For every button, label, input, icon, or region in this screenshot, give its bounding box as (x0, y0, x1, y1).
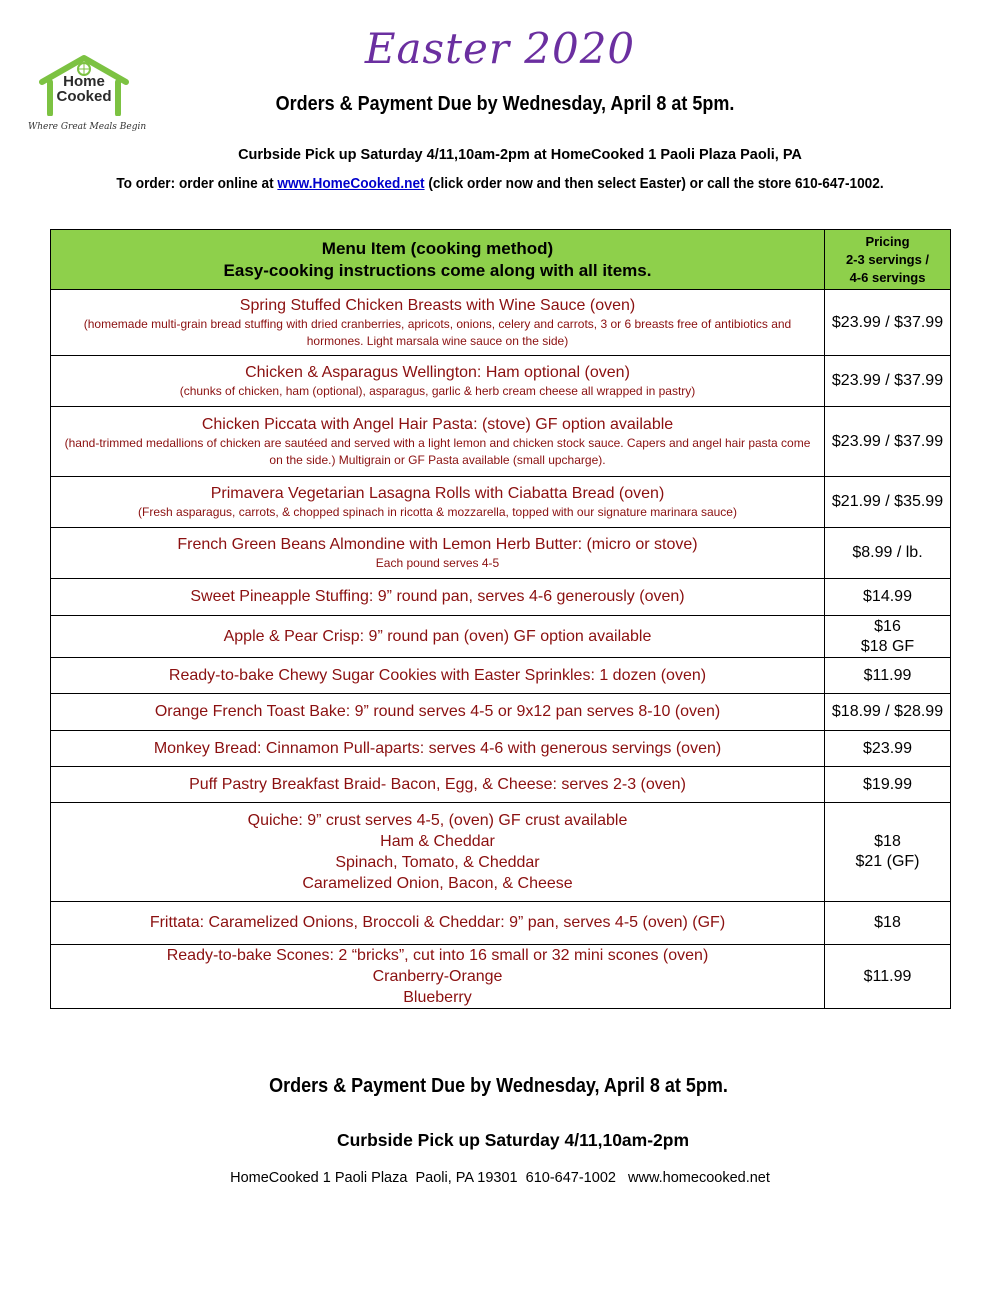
footer-pickup-notice: Curbside Pick up Saturday 4/11,10am-2pm (336, 1130, 690, 1150)
item-variant: Caramelized Onion, Bacon, & Cheese (302, 875, 573, 892)
header-pricing (825, 230, 951, 290)
item-name: Frittata: Caramelized Onions, Broccoli & Cheddar: 9” pan, serves 4-5 (oven) (GF) (149, 914, 726, 931)
page-title: Easter 2020 (364, 24, 636, 73)
table-row (51, 767, 951, 803)
item-price (825, 803, 951, 902)
header-price-line1: Pricing (865, 233, 910, 249)
menu-item (51, 902, 825, 945)
item-name: Monkey Bread: Cinnamon Pull-aparts: serves 4-6 with generous servings (oven) (153, 739, 722, 757)
menu-item (51, 945, 825, 1009)
item-price: $11.99 (825, 945, 951, 1009)
item-price: $23.99 (825, 731, 951, 767)
menu-table (50, 229, 951, 1009)
header-price-line3: 4-6 servings (849, 269, 926, 285)
table-row (51, 945, 951, 1009)
item-variant: Cranberry-Orange (372, 968, 503, 985)
order-suffix: (click order now and then select Easter) or call the store 610-647-1002. (428, 176, 884, 192)
item-name: Apple & Pear Crisp: 9” round pan (oven) GF option available (223, 627, 652, 645)
table-row (51, 616, 951, 658)
item-name: Sweet Pineapple Stuffing: 9” round pan, serves 4-6 generously (oven) (190, 588, 685, 605)
menu-item (51, 477, 825, 528)
logo-text-cooked: Cooked (56, 88, 112, 105)
item-price: $23.99 / $37.99 (825, 356, 951, 407)
table-row (51, 528, 951, 579)
item-name: Quiche: 9” crust serves 4-5, (oven) GF crust available (247, 812, 628, 829)
item-name: Puff Pastry Breakfast Braid- Bacon, Egg, & Cheese: serves 2-3 (oven) (189, 775, 686, 793)
item-description: Each pound serves 4-5 (375, 555, 500, 570)
item-description: (hand-trimmed medallions of chicken are sautéed and served with a light lemon and chicken stock sauce. Capers and angel hair pasta come on the side.) Multigrain or GF Pasta available (small upcharge). (64, 435, 811, 467)
table-row (51, 356, 951, 407)
item-price: $14.99 (825, 579, 951, 616)
item-price: $18.99 / $28.99 (825, 694, 951, 731)
footer-due-notice: Orders & Payment Due by Wednesday, April 8 at 5pm. (269, 1075, 728, 1097)
item-price: $23.99 / $37.99 (825, 290, 951, 356)
item-price: $11.99 (825, 658, 951, 694)
item-name: Spring Stuffed Chicken Breasts with Wine Sauce (oven) (239, 296, 636, 314)
item-name: Orange French Toast Bake: 9” round serves 4-5 or 9x12 pan serves 8-10 (oven) (154, 703, 721, 720)
item-price: $19.99 (825, 767, 951, 803)
order-prefix: To order: order online at (116, 176, 274, 192)
table-row (51, 579, 951, 616)
item-name: French Green Beans Almondine with Lemon Herb Butter: (micro or stove) (177, 535, 698, 553)
item-name: Chicken & Asparagus Wellington: Ham optional (oven) (245, 363, 630, 381)
table-row (51, 731, 951, 767)
item-description: (homemade multi-grain bread stuffing with dried cranberries, apricots, onions, celery and carrots, 3 or 6 breasts free of antibiotics and hormones. Light marsala wine sauce on the side) (83, 316, 792, 348)
menu-item (51, 579, 825, 616)
item-name: Ready-to-bake Scones: 2 “bricks”, cut into 16 small or 32 mini scones (oven) (166, 947, 709, 964)
menu-item (51, 658, 825, 694)
menu-item (51, 803, 825, 902)
item-price: $21.99 / $35.99 (825, 477, 951, 528)
item-description: (chunks of chicken, ham (optional), asparagus, garlic & herb cream cheese all wrapped in pastry) (179, 383, 696, 398)
table-row (51, 477, 951, 528)
menu-item (51, 694, 825, 731)
header-item-line1: Menu Item (cooking method) (321, 238, 554, 258)
table-row (51, 803, 951, 902)
header-price-line2: 2-3 servings / (845, 251, 930, 267)
item-name: Primavera Vegetarian Lasagna Rolls with Ciabatta Bread (oven) (210, 484, 665, 502)
price-line-gf: $18 GF (860, 637, 915, 655)
table-row (51, 407, 951, 477)
menu-item (51, 731, 825, 767)
menu-item (51, 356, 825, 407)
table-row (51, 290, 951, 356)
item-name: Ready-to-bake Chewy Sugar Cookies with Easter Sprinkles: 1 dozen (oven) (168, 666, 707, 684)
website-link[interactable]: www.HomeCooked.net (277, 176, 425, 192)
table-row (51, 694, 951, 731)
item-price: $18 (825, 902, 951, 945)
header-menu-item (51, 230, 825, 290)
price-line: $18 (874, 833, 901, 850)
item-name: Chicken Piccata with Angel Hair Pasta: (stove) GF option available (201, 415, 674, 433)
menu-item (51, 616, 825, 658)
order-instructions (30, 176, 970, 192)
menu-item (51, 407, 825, 477)
menu-item (51, 528, 825, 579)
due-notice: Orders & Payment Due by Wednesday, April 8 at 5pm. (275, 93, 735, 115)
item-description: (Fresh asparagus, carrots, & chopped spinach in ricotta & mozzarella, topped with our signature marinara sauce) (138, 504, 737, 519)
item-variant: Blueberry (403, 989, 472, 1006)
pickup-notice: Curbside Pick up Saturday 4/11,10am-2pm at HomeCooked 1 Paoli Plaza Paoli, PA (238, 147, 802, 163)
price-line: $16 (874, 617, 901, 635)
price-line-gf: $21 (GF) (855, 853, 920, 870)
item-variant: Ham & Cheddar (380, 833, 495, 850)
item-price: $23.99 / $37.99 (825, 407, 951, 477)
item-price: $8.99 / lb. (825, 528, 951, 579)
header-item-line2: Easy-cooking instructions come along with all items. (223, 260, 652, 280)
table-header-row (51, 230, 951, 290)
menu-item (51, 767, 825, 803)
footer-address: HomeCooked 1 Paoli Plaza Paoli, PA 19301 610-647-1002 www.homecooked.net (230, 1170, 770, 1186)
item-price (825, 616, 951, 658)
table-row (51, 658, 951, 694)
menu-item (51, 290, 825, 356)
logo-text-home: Home (63, 73, 105, 90)
table-row (51, 902, 951, 945)
item-variant: Spinach, Tomato, & Cheddar (335, 854, 540, 871)
logo-tagline: Where Great Meals Begin (28, 122, 147, 132)
